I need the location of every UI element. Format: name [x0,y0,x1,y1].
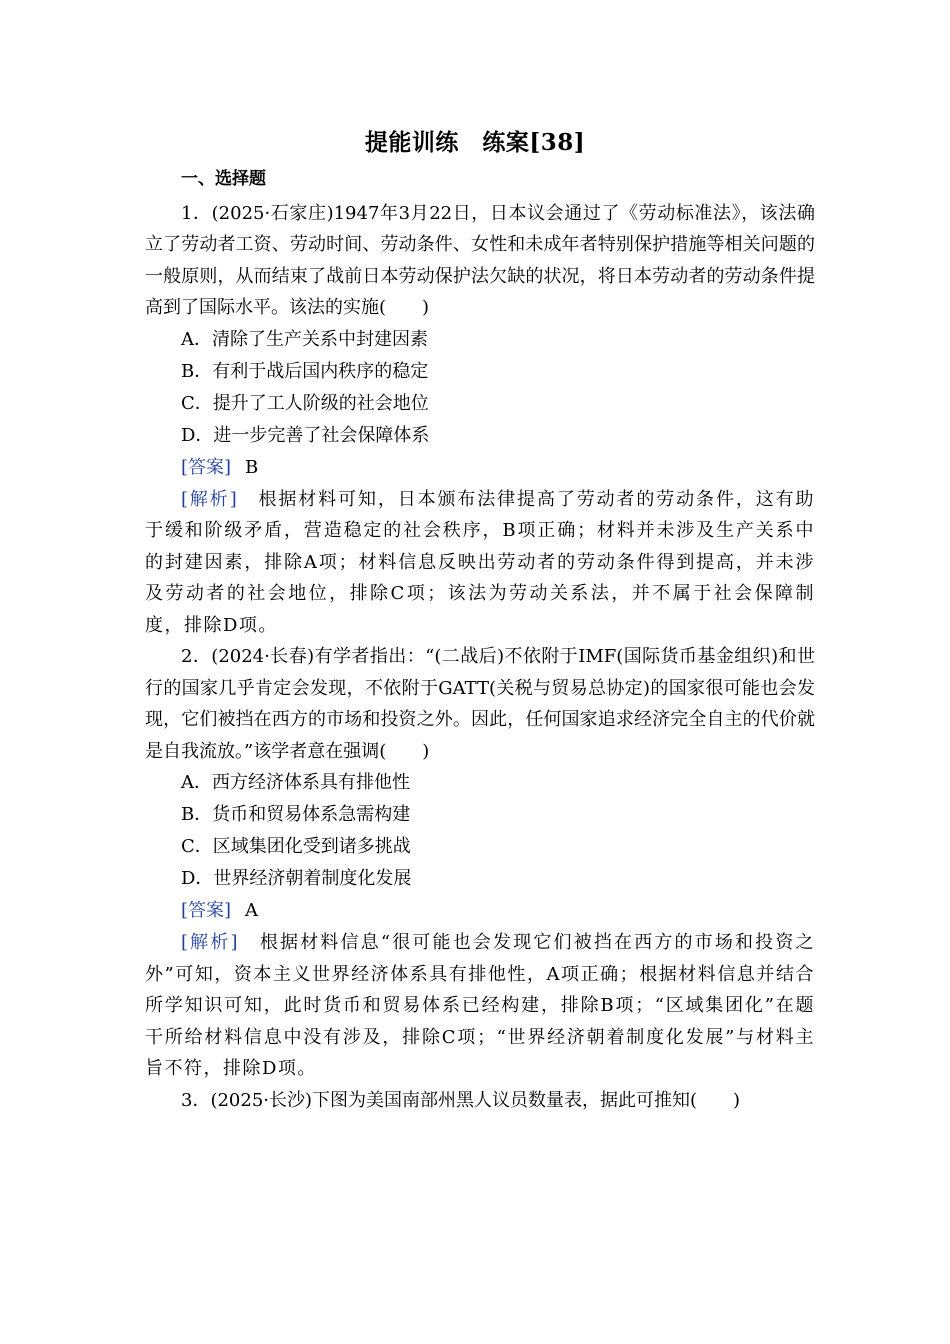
analysis-tag: [解析] [181,488,239,510]
analysis-tag: [解析] [181,932,240,953]
analysis-text: 根据材料可知，日本颁布法律提高了劳动者的劳动条件，这有助于缓和阶级矛盾，营造稳定的社会秩序，B项正确；材料并未涉及生产关系中的封建因素，排除A项；材料信息反映出劳动者的劳动条件得到提高，并未涉及劳动者的社会地位，排除C项；该法为劳动关系法，并不属于社会保障制度，排除D项。 [145,488,816,636]
analysis-paragraph [145,484,815,642]
option-d: D．世界经济朝着制度化发展 [181,868,412,889]
answer-tag: [答案] [181,456,232,478]
option-c: C．提升了工人阶级的社会地位 [181,392,429,414]
analysis-paragraph [145,927,815,1085]
question-2 [145,641,815,1085]
page-title: 提能训练 练案[38] [364,129,586,156]
answer-value: A [245,900,259,921]
option-d: D．进一步完善了社会保障体系 [181,424,430,446]
section-heading: 一、选择题 [181,169,266,189]
option-b: B．有利于战后国内秩序的稳定 [181,360,429,382]
document-body [145,164,815,1116]
option-b: B．货币和贸易体系急需构建 [181,804,411,825]
option-a: A．清除了生产关系中封建因素 [181,328,428,350]
answer-tag: [答案] [181,900,232,921]
option-a: A．西方经济体系具有排他性 [181,772,410,793]
question-stem: 2．(2024·长春)有学者指出：“(二战后)不依附于IMF(国际货币基金组织)和世行的国家几乎肯定会发现，不依附于GATT(关税与贸易总协定)的国家很可能也会发现，它们被挡在西方的市场和投资之外。因此，任何国家追求经济完全自主的代价就是自我流放。”该学者意在强调( ) [145,646,815,762]
option-c: C．区域集团化受到诸多挑战 [181,836,411,857]
question-stem: 3．(2025·长沙)下图为美国南部州黑人议员数量表，据此可推知( ) [181,1089,741,1111]
analysis-text: 根据材料信息“很可能也会发现它们被挡在西方的市场和投资之外”可知，资本主义世界经济体系具有排他性，A项正确；根据材料信息并结合所学知识可知，此时货币和贸易体系已经构建，排除B项；“区域集团化”在题干所给材料信息中没有涉及，排除C项；“世界经济朝着制度化发展”与材料主旨不符，排除D项。 [145,932,816,1079]
answer-line [145,895,815,927]
answer-value: B [245,456,259,478]
question-stem: 1．(2025·石家庄)1947年3月22日，日本议会通过了《劳动标准法》，该法确立了劳动者工资、劳动时间、劳动条件、女性和未成年者特别保护措施等相关问题的一般原则，从而结束了战前日本劳动保护法欠缺的状况，将日本劳动者的劳动条件提高到了国际水平。该法的实施( ) [145,202,815,318]
question-3 [145,1085,815,1117]
answer-line [145,452,815,484]
question-1 [145,198,815,642]
